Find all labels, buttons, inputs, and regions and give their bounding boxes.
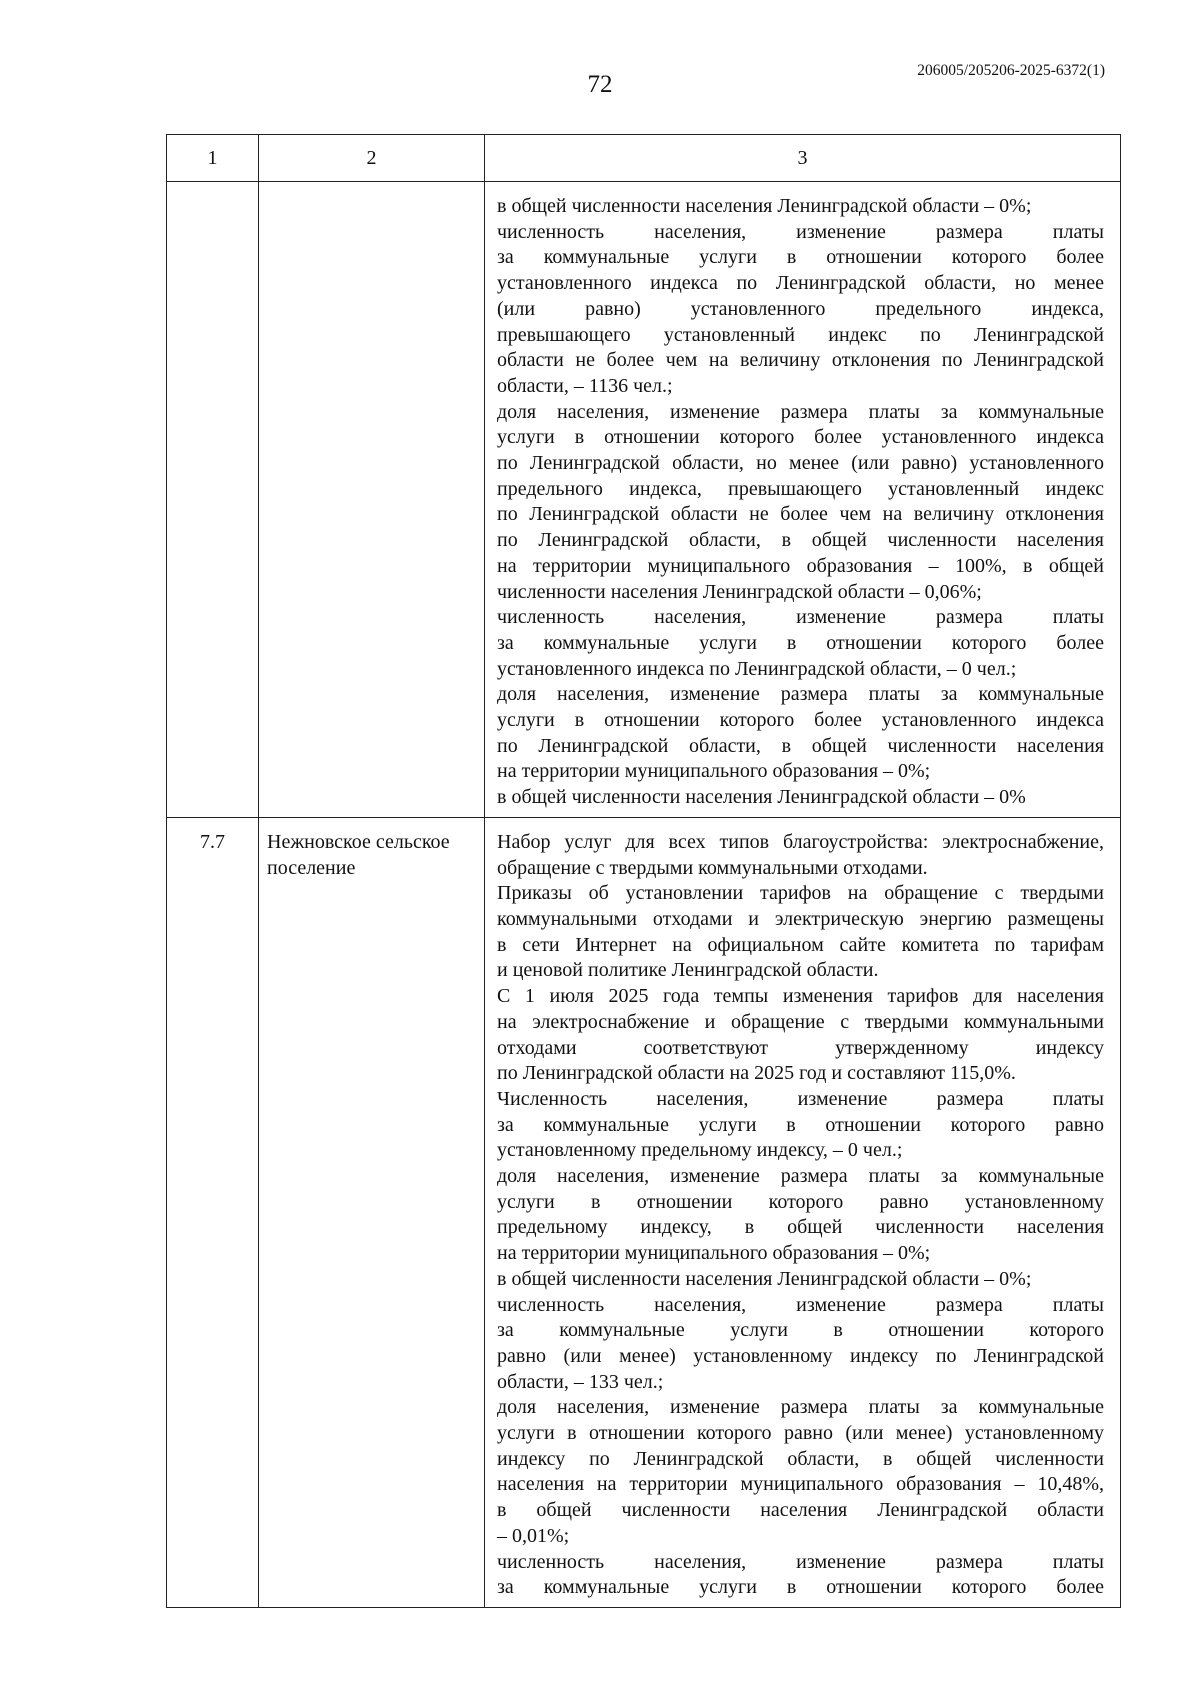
text-line: по Ленинградской области, но менее (или равно) установленного	[497, 452, 1104, 475]
text-line: на территории муниципального образования – 0%;	[497, 760, 931, 783]
column-header-2: 2	[259, 135, 485, 182]
text-line: по Ленинградской области не более чем на величину отклонения	[497, 503, 1104, 526]
text-line: С 1 июля 2025 года темпы изменения тарифов для населения	[497, 985, 1104, 1008]
text-line: за коммунальные услуги в отношении которого равно	[497, 1113, 1104, 1136]
settlement-name-cell	[259, 182, 485, 818]
text-line: области, – 133 чел.;	[497, 1370, 664, 1393]
text-line: равно (или менее) установленному индексу по Ленинградской	[497, 1344, 1104, 1367]
text-line: установленного индекса по Ленинградской области, но менее	[497, 272, 1104, 295]
text-line: за коммунальные услуги в отношении которого более	[497, 631, 1104, 654]
text-line: установленному предельному индексу, – 0 чел.;	[497, 1139, 903, 1162]
page-number: 72	[587, 71, 613, 98]
text-line: за коммунальные услуги в отношении которого более	[497, 246, 1104, 269]
text-line: отходами соответствуют утвержденному индексу	[497, 1036, 1104, 1059]
text-line: коммунальными отходами и электрическую энергию размещены	[497, 907, 1104, 930]
text-line: за коммунальные услуги в отношении которого	[497, 1319, 1104, 1342]
description-cell	[485, 182, 1121, 818]
text-line: (или равно) установленного предельного индекса,	[497, 297, 1104, 320]
settlement-name-cell: Нежновское сельское поселение	[259, 817, 485, 1607]
text-line: Набор услуг для всех типов благоустройства: электроснабжение,	[497, 830, 1104, 853]
text-line: – 0,01%;	[497, 1524, 570, 1547]
text-line: обращение с твердыми коммунальными отходами.	[497, 856, 928, 879]
text-line: в общей численности населения Ленинградской области – 0%	[497, 786, 1026, 809]
text-line: в сети Интернет на официальном сайте комитета по тарифам	[497, 933, 1104, 956]
row-number-cell	[167, 182, 259, 818]
text-line: по Ленинградской области, в общей численности населения	[497, 734, 1104, 757]
text-line: Приказы об установлении тарифов на обращение с твердыми	[497, 882, 1104, 905]
table-row	[167, 182, 1121, 818]
text-line: численность населения, изменение размера платы	[497, 220, 1104, 243]
text-line: услуги в отношении которого равно (или менее) установленному	[497, 1422, 1104, 1445]
table-row	[167, 817, 1121, 1607]
text-line: превышающего установленный индекс по Ленинградской	[497, 323, 1104, 346]
text-line: услуги в отношении которого более установленного индекса	[497, 426, 1104, 449]
text-line: в общей численности населения Ленинградской области	[497, 1499, 1104, 1522]
text-line: индексу по Ленинградской области, в общей численности	[497, 1447, 1104, 1470]
text-line: за коммунальные услуги в отношении которого более	[497, 1576, 1104, 1599]
table-header-row	[167, 135, 1121, 182]
text-line: предельного индекса, превышающего установленный индекс	[497, 477, 1104, 500]
text-line: области не более чем на величину отклонения по Ленинградской	[497, 349, 1104, 372]
text-line: на территории муниципального образования – 100%, в общей	[497, 554, 1104, 577]
text-line: на территории муниципального образования – 0%;	[497, 1242, 931, 1265]
column-header-3: 3	[485, 135, 1121, 182]
text-line: численность населения, изменение размера платы	[497, 1550, 1104, 1573]
text-line: доля населения, изменение размера платы за коммунальные	[497, 683, 1104, 706]
document-id: 206005/205206-2025-6372(1)	[917, 62, 1105, 79]
text-line: населения на территории муниципального образования – 10,48%,	[497, 1473, 1104, 1496]
text-line: области, – 1136 чел.;	[497, 374, 673, 397]
text-line: доля населения, изменение размера платы за коммунальные	[497, 1165, 1104, 1188]
text-line: в общей численности населения Ленинградской области – 0%;	[497, 1267, 1032, 1290]
text-line: услуги в отношении которого более установленного индекса	[497, 709, 1104, 732]
text-line: по Ленинградской области, в общей численности населения	[497, 529, 1104, 552]
text-line: численность населения, изменение размера платы	[497, 1293, 1104, 1316]
column-header-1: 1	[167, 135, 259, 182]
text-line: услуги в отношении которого равно установленному	[497, 1190, 1104, 1213]
text-line: установленного индекса по Ленинградской области, – 0 чел.;	[497, 657, 1017, 680]
text-line: Численность населения, изменение размера платы	[497, 1087, 1104, 1110]
text-line: численности населения Ленинградской области – 0,06%;	[497, 580, 982, 603]
text-line: численность населения, изменение размера платы	[497, 606, 1104, 629]
text-line: и ценовой политике Ленинградской области.	[497, 959, 879, 982]
text-line: предельному индексу, в общей численности населения	[497, 1216, 1104, 1239]
text-line: доля населения, изменение размера платы за коммунальные	[497, 400, 1104, 423]
text-line: доля населения, изменение размера платы за коммунальные	[497, 1396, 1104, 1419]
tariff-table	[166, 134, 1121, 1608]
description-cell	[485, 817, 1121, 1607]
text-line: на электроснабжение и обращение с твердыми коммунальными	[497, 1010, 1104, 1033]
text-line: по Ленинградской области на 2025 год и составляют 115,0%.	[497, 1062, 1016, 1085]
text-line: в общей численности населения Ленинградской области – 0%;	[497, 195, 1032, 217]
row-number-cell: 7.7	[167, 817, 259, 1607]
